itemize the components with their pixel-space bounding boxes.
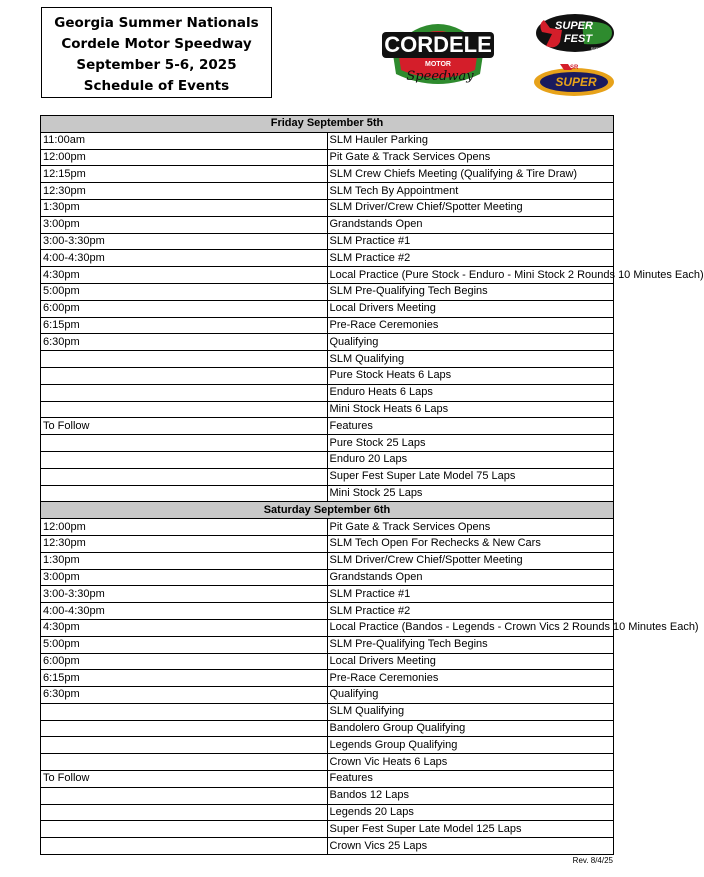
superfest-logo-fest: FEST (563, 33, 593, 45)
event-description: Pure Stock Heats 6 Laps (327, 367, 614, 384)
schedule-row (41, 418, 614, 435)
event-description: SLM Practice #1 (327, 586, 614, 603)
event-time (41, 737, 328, 754)
day-header: Friday September 5th (41, 116, 614, 133)
event-description: Local Drivers Meeting (327, 300, 614, 317)
event-time: 11:00am (41, 132, 328, 149)
schedule-row (41, 199, 614, 216)
event-time: 12:00pm (41, 149, 328, 166)
event-time (41, 435, 328, 452)
schedule-row (41, 569, 614, 586)
document-title: Schedule of Events (83, 78, 230, 94)
schedule-row (41, 821, 614, 838)
event-time (41, 384, 328, 401)
event-time: 1:30pm (41, 199, 328, 216)
event-description: Crown Vic Heats 6 Laps (327, 754, 614, 771)
event-time: 6:15pm (41, 317, 328, 334)
schedule-row (41, 166, 614, 183)
event-description: Pit Gate & Track Services Opens (327, 519, 614, 536)
superfest-logo-series: SERIES (590, 46, 606, 51)
schedule-row (41, 720, 614, 737)
event-time (41, 351, 328, 368)
schedule-row (41, 804, 614, 821)
event-description: Pit Gate & Track Services Opens (327, 149, 614, 166)
schedule-row (41, 552, 614, 569)
event-time (41, 821, 328, 838)
event-time (41, 838, 328, 855)
event-description: Legends 20 Laps (327, 804, 614, 821)
event-time: 12:30pm (41, 183, 328, 200)
event-description: SLM Qualifying (327, 351, 614, 368)
event-time (41, 401, 328, 418)
schedule-row (41, 216, 614, 233)
event-time: 6:15pm (41, 670, 328, 687)
event-description: Pure Stock 25 Laps (327, 435, 614, 452)
cordele-logo-speedway: Speedway (406, 69, 474, 84)
day-header-row (41, 116, 614, 133)
schedule-row (41, 519, 614, 536)
event-time: 12:15pm (41, 166, 328, 183)
schedule-row (41, 670, 614, 687)
schedule-row (41, 132, 614, 149)
event-description: Enduro 20 Laps (327, 451, 614, 468)
event-time (41, 451, 328, 468)
event-time (41, 787, 328, 804)
event-time: 3:00pm (41, 569, 328, 586)
schedule-row (41, 787, 614, 804)
schedule-row (41, 233, 614, 250)
cordele-logo-text: CORDELE (384, 32, 492, 57)
schedule-row (41, 384, 614, 401)
event-description: Mini Stock Heats 6 Laps (327, 401, 614, 418)
event-description: Features (327, 418, 614, 435)
event-description: SLM Pre-Qualifying Tech Begins (327, 283, 614, 300)
event-time: 4:00-4:30pm (41, 250, 328, 267)
event-description: Local Practice (Pure Stock - Enduro - Mini Stock 2 Rounds 10 Minutes Each) (327, 267, 614, 284)
schedule-row (41, 317, 614, 334)
event-time (41, 804, 328, 821)
event-description: SLM Hauler Parking (327, 132, 614, 149)
cordele-logo-motor: MOTOR (425, 61, 451, 68)
event-description: Mini Stock 25 Laps (327, 485, 614, 502)
day-header: Saturday September 6th (41, 502, 614, 519)
schedule-row (41, 636, 614, 653)
schedule-row (41, 703, 614, 720)
asr-logo-label: ASR (565, 65, 579, 71)
event-description: Bandolero Group Qualifying (327, 720, 614, 737)
event-description: Grandstands Open (327, 569, 614, 586)
event-time (41, 367, 328, 384)
event-time: 3:00-3:30pm (41, 586, 328, 603)
event-description: Super Fest Super Late Model 125 Laps (327, 821, 614, 838)
event-time: 3:00pm (41, 216, 328, 233)
event-time: 6:30pm (41, 687, 328, 704)
schedule-row (41, 267, 614, 284)
event-description: SLM Crew Chiefs Meeting (Qualifying & Tire Draw) (327, 166, 614, 183)
event-description: SLM Tech By Appointment (327, 183, 614, 200)
event-time: 6:00pm (41, 300, 328, 317)
event-description: SLM Qualifying (327, 703, 614, 720)
event-time: 12:30pm (41, 535, 328, 552)
schedule-row (41, 838, 614, 855)
event-description: SLM Practice #2 (327, 603, 614, 620)
event-description: Qualifying (327, 687, 614, 704)
schedule-row (41, 771, 614, 788)
event-description: SLM Driver/Crew Chief/Spotter Meeting (327, 552, 614, 569)
schedule-row (41, 535, 614, 552)
schedule-row (41, 687, 614, 704)
schedule-row (41, 300, 614, 317)
event-description: SLM Pre-Qualifying Tech Begins (327, 636, 614, 653)
schedule-row (41, 250, 614, 267)
event-time: 4:30pm (41, 619, 328, 636)
schedule-row (41, 183, 614, 200)
cordele-speedway-logo (378, 8, 498, 92)
event-time: 6:30pm (41, 334, 328, 351)
event-time: To Follow (41, 771, 328, 788)
event-time: 4:30pm (41, 267, 328, 284)
event-time: 5:00pm (41, 283, 328, 300)
super-fest-series-logo (534, 12, 616, 54)
schedule-row (41, 468, 614, 485)
event-description: SLM Driver/Crew Chief/Spotter Meeting (327, 199, 614, 216)
schedule-row (41, 334, 614, 351)
event-time (41, 485, 328, 502)
event-description: Pre-Race Ceremonies (327, 670, 614, 687)
event-time: 3:00-3:30pm (41, 233, 328, 250)
event-time: 1:30pm (41, 552, 328, 569)
schedule-row (41, 367, 614, 384)
event-time: 5:00pm (41, 636, 328, 653)
event-time: 6:00pm (41, 653, 328, 670)
schedule-row (41, 401, 614, 418)
event-dates: September 5-6, 2025 (76, 57, 237, 73)
venue-name: Cordele Motor Speedway (61, 36, 252, 52)
event-description: Crown Vics 25 Laps (327, 838, 614, 855)
schedule-row (41, 603, 614, 620)
schedule-row (41, 435, 614, 452)
schedule-row (41, 351, 614, 368)
superfest-logo-super: SUPER (555, 20, 593, 32)
event-time (41, 468, 328, 485)
schedule-row (41, 451, 614, 468)
schedule-row (41, 619, 614, 636)
schedule-table (40, 115, 704, 855)
event-description: SLM Tech Open For Rechecks & New Cars (327, 535, 614, 552)
event-description: Features (327, 771, 614, 788)
event-description: Qualifying (327, 334, 614, 351)
schedule-row (41, 653, 614, 670)
event-time: 12:00pm (41, 519, 328, 536)
schedule-row (41, 754, 614, 771)
event-time (41, 703, 328, 720)
event-description: Enduro Heats 6 Laps (327, 384, 614, 401)
event-description: Bandos 12 Laps (327, 787, 614, 804)
event-time: 4:00-4:30pm (41, 603, 328, 620)
schedule-row (41, 485, 614, 502)
day-header-row (41, 502, 614, 519)
event-time (41, 720, 328, 737)
asr-super-series-logo (532, 60, 616, 98)
event-description: Legends Group Qualifying (327, 737, 614, 754)
asr-logo-super: SUPER (555, 75, 597, 89)
schedule-row (41, 737, 614, 754)
schedule-row (41, 283, 614, 300)
revision-note: Rev. 8/4/25 (572, 856, 613, 865)
event-description: Pre-Race Ceremonies (327, 317, 614, 334)
event-time: To Follow (41, 418, 328, 435)
event-time (41, 754, 328, 771)
event-description: Local Practice (Bandos - Legends - Crown Vics 2 Rounds 10 Minutes Each) (327, 619, 614, 636)
schedule-row (41, 149, 614, 166)
event-description: Local Drivers Meeting (327, 653, 614, 670)
event-name: Georgia Summer Nationals (54, 15, 259, 31)
schedule-row (41, 586, 614, 603)
event-title-box (41, 7, 272, 98)
event-description: SLM Practice #1 (327, 233, 614, 250)
event-description: Grandstands Open (327, 216, 614, 233)
event-description: Super Fest Super Late Model 75 Laps (327, 468, 614, 485)
event-description: SLM Practice #2 (327, 250, 614, 267)
